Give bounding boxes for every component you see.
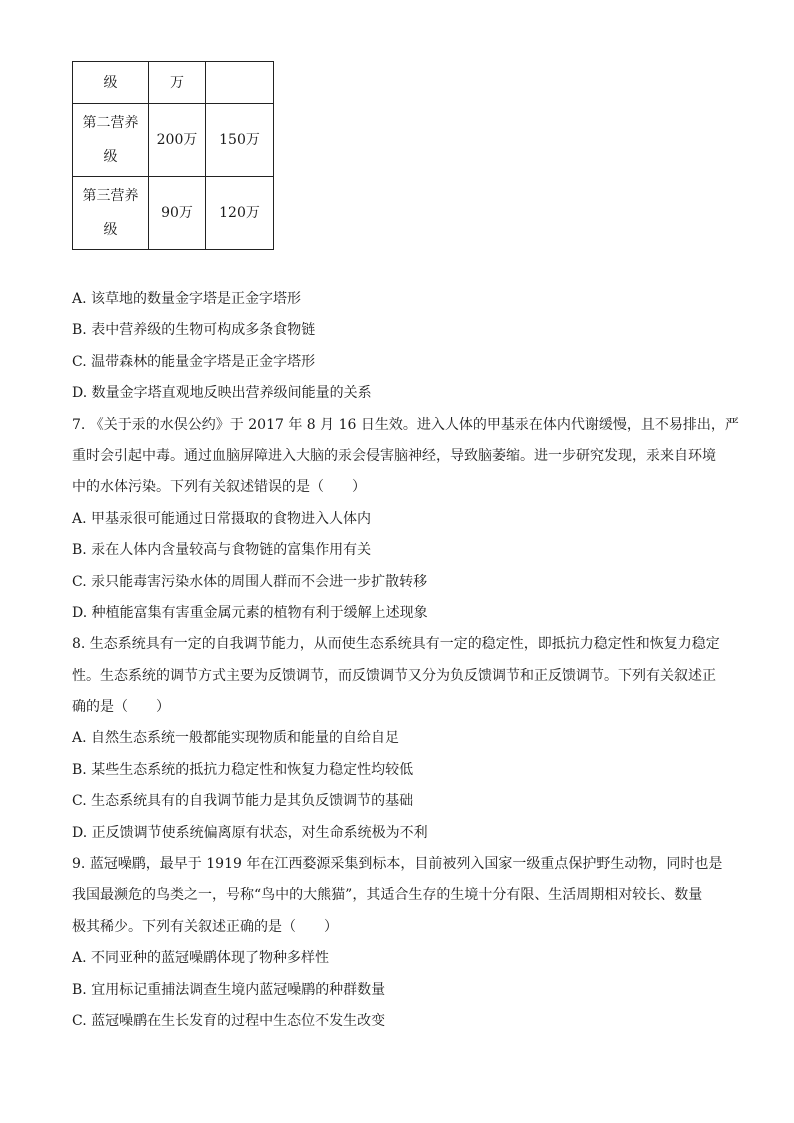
question-7-stem: 重时会引起中毒。通过血脑屏障进入大脑的汞会侵害脑神经，导致脑萎缩。进一步研究发现，汞来自环境 [72, 447, 716, 464]
option-c: C. 生态系统具有的自我调节能力是其负反馈调节的基础 [72, 793, 414, 810]
option-b: B. 表中营养级的生物可构成多条食物链 [72, 322, 316, 339]
trophic-level-label: 第三营养级 [82, 188, 139, 238]
table-cell: 90万 [149, 177, 206, 250]
option-c: C. 蓝冠噪鹛在生长发育的过程中生态位不发生改变 [72, 1012, 386, 1029]
question-9-stem: 极其稀少。下列有关叙述正确的是（ ） [72, 918, 338, 935]
option-a: A. 该草地的数量金字塔是正金字塔形 [72, 291, 302, 307]
table-cell [73, 177, 149, 250]
question-9-stem: 9. 蓝冠噪鹛，最早于 1919 年在江西婺源采集到标本，目前被列入国家一级重点保护野生动物，同时也是 [72, 856, 723, 873]
option-b: B. 宜用标记重捕法调查生境内蓝冠噪鹛的种群数量 [72, 981, 386, 998]
question-7-stem: 7. 《关于汞的水俣公约》于 2017 年 8 月 16 日生效。进入人体的甲基汞在体内代谢缓慢，且不易排出，严 [72, 416, 739, 433]
option-b: B. 某些生态系统的抵抗力稳定性和恢复力稳定性均较低 [72, 761, 414, 778]
table-cell: 万 [149, 62, 206, 104]
option-a: A. 自然生态系统一般都能实现物质和能量的自给自足 [72, 730, 400, 747]
trophic-level-table [72, 61, 274, 250]
table-cell: 120万 [206, 177, 274, 250]
option-a: A. 甲基汞很可能通过日常摄取的食物进入人体内 [72, 510, 372, 527]
question-8-stem: 性。生态系统的调节方式主要为反馈调节，而反馈调节又分为负反馈调节和正反馈调节。下列有关叙述正 [72, 667, 716, 684]
question-9-stem: 我国最濒危的鸟类之一，号称“鸟中的大熊猫”，其适合生存的生境十分有限、生活周期相对较长、数量 [72, 887, 703, 904]
option-d: D. 正反馈调节使系统偏离原有状态，对生命系统极为不利 [72, 824, 428, 841]
question-7-stem: 中的水体污染。下列有关叙述错误的是（ ） [72, 479, 366, 496]
table-row [73, 104, 274, 177]
question-8-stem: 8. 生态系统具有一定的自我调节能力，从而使生态系统具有一定的稳定性，即抵抗力稳定性和恢复力稳定 [72, 636, 720, 653]
option-a: A. 不同亚种的蓝冠噪鹛体现了物种多样性 [72, 950, 330, 967]
option-c: C. 温带森林的能量金字塔是正金字塔形 [72, 353, 316, 370]
option-d: D. 数量金字塔直观地反映出营养级间能量的关系 [72, 385, 372, 402]
table-cell: 150万 [206, 104, 274, 177]
table-cell [73, 104, 149, 177]
table-row [73, 177, 274, 250]
option-d: D. 种植能富集有害重金属元素的植物有利于缓解上述现象 [72, 604, 428, 621]
option-b: B. 汞在人体内含量较高与食物链的富集作用有关 [72, 542, 372, 559]
question-8-stem: 确的是（ ） [72, 699, 170, 716]
table-cell: 级 [73, 62, 149, 104]
option-c: C. 汞只能毒害污染水体的周围人群而不会进一步扩散转移 [72, 573, 428, 590]
trophic-level-label: 第二营养级 [82, 115, 139, 165]
table-cell: 200万 [149, 104, 206, 177]
table-row [73, 62, 274, 104]
table-cell [206, 62, 274, 104]
question-text [72, 284, 739, 1037]
